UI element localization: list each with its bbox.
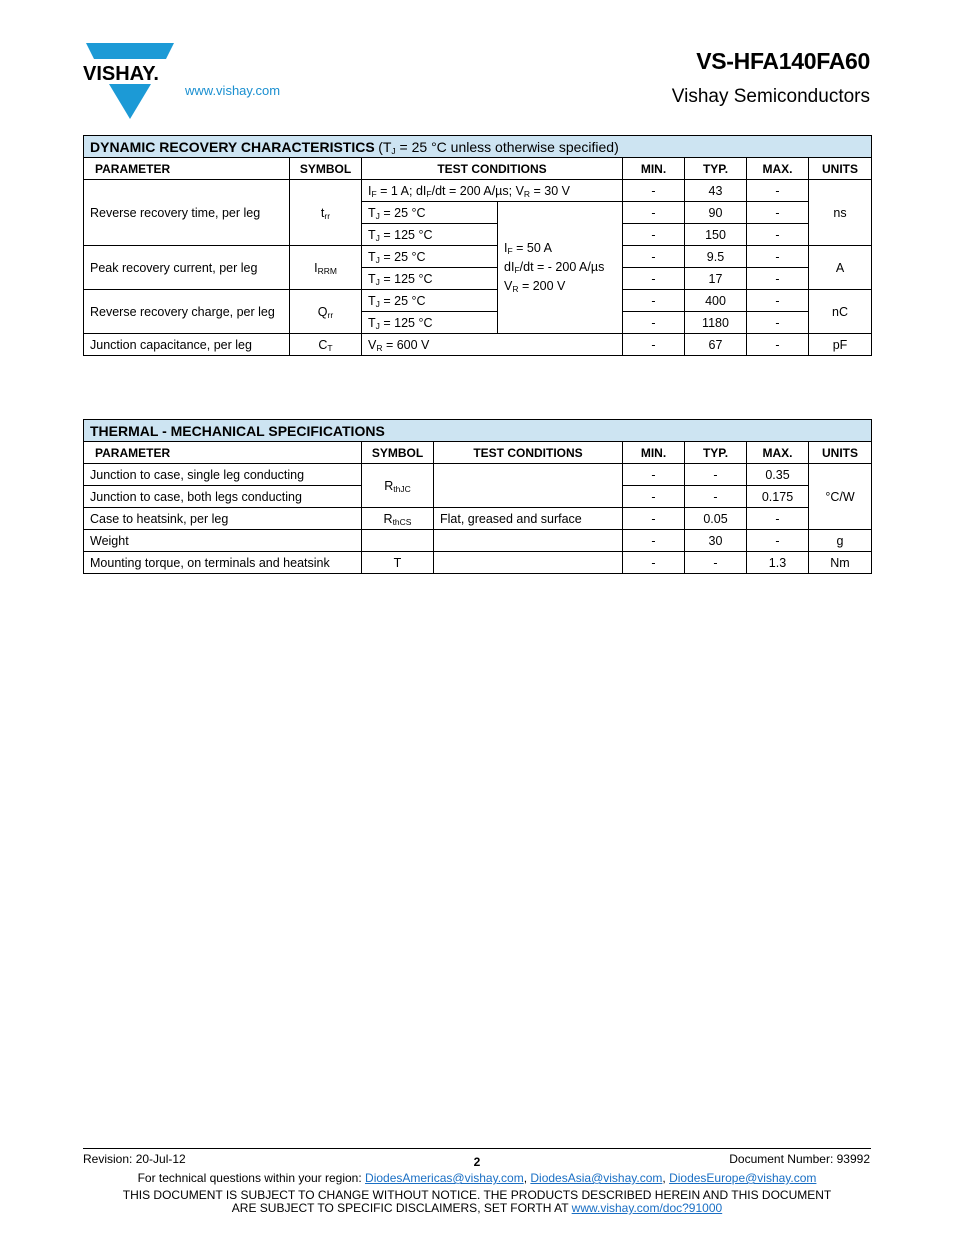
cond-tj: $T_J = 25$ °C (362, 202, 498, 224)
table-title-row (84, 136, 872, 158)
thermal-mechanical-table (83, 419, 872, 574)
revision: Revision: 20-Jul-12 (83, 1152, 186, 1166)
min-value: - (623, 530, 685, 552)
min-value: - (623, 180, 685, 202)
cond-empty (434, 530, 623, 552)
units-qrr: nC (809, 290, 872, 334)
table-row (84, 552, 872, 574)
disclaimer-link[interactable]: www.vishay.com/doc?91000 (571, 1201, 723, 1215)
typ-value: 1180 (685, 312, 747, 334)
cond-tj: $T_J = 25$ °C (362, 290, 498, 312)
symbol-irrm: $I_{RRM}$ (290, 246, 362, 290)
col-header-max: MAX. (747, 442, 809, 464)
table-title-row (84, 420, 872, 442)
part-number: VS-HFA140FA60 (696, 48, 870, 74)
col-header-units: UNITS (809, 442, 872, 464)
table-row (84, 530, 872, 552)
max-value: - (747, 334, 809, 356)
units-trr: ns (809, 180, 872, 246)
col-header-symbol: SYMBOL (290, 158, 362, 180)
param-rthcs: Case to heatsink, per leg (84, 508, 362, 530)
min-value: - (623, 508, 685, 530)
table-row (84, 334, 872, 356)
col-header-typ: TYP. (685, 442, 747, 464)
col-header-symbol: SYMBOL (362, 442, 434, 464)
symbol-torque: T (362, 552, 434, 574)
min-value: - (623, 268, 685, 290)
contact-line: For technical questions within your region: DiodesAmericas@vishay.com, DiodesAsia@vishay.com, DiodesEurope@vishay.com (137, 1171, 817, 1185)
footer-divider (83, 1148, 871, 1149)
document-number: Document Number: 93992 (729, 1152, 870, 1166)
min-value: - (623, 334, 685, 356)
email-europe-link[interactable]: DiodesEurope@vishay.com (669, 1171, 817, 1185)
typ-value: 43 (685, 180, 747, 202)
col-header-min: MIN. (623, 158, 685, 180)
max-value: - (747, 180, 809, 202)
table-title-condition: ($T_J = 25$ °C unless otherwise specified) (378, 138, 619, 156)
min-value: - (623, 246, 685, 268)
typ-value: 17 (685, 268, 747, 290)
max-value: - (747, 312, 809, 334)
cond-tj: $T_J = 125$ °C (362, 312, 498, 334)
min-value: - (623, 224, 685, 246)
cond-rthcs: Flat, greased and surface (434, 508, 623, 530)
vishay-logo (83, 43, 175, 119)
email-americas-link[interactable]: DiodesAmericas@vishay.com (365, 1171, 524, 1185)
cond-trr-if1a: $I_F = 1$ A; $dI_F/dt = 200$ A/µs; $V_R = 30$ V (362, 180, 623, 202)
cond-tj: $T_J = 125$ °C (362, 268, 498, 290)
website-link[interactable]: www.vishay.com (185, 83, 281, 98)
max-value: 1.3 (747, 552, 809, 574)
units-torque: Nm (809, 552, 872, 574)
symbol-ct: $C_T$ (290, 334, 362, 356)
shared-test-conditions: $I_F = 50$ A $dI_F/dt$ = - 200 A/µs $V_R = 200$ V (498, 202, 623, 334)
param-irrm: Peak recovery current, per leg (84, 246, 290, 290)
param-ct: Junction capacitance, per leg (84, 334, 290, 356)
dynamic-recovery-table (83, 135, 872, 356)
table-row (84, 290, 872, 312)
max-value: - (747, 530, 809, 552)
header-row (84, 158, 872, 180)
param-torque: Mounting torque, on terminals and heatsink (84, 552, 362, 574)
param-trr: Reverse recovery time, per leg (84, 180, 290, 246)
typ-value: 0.05 (685, 508, 747, 530)
param-rthjc-both: Junction to case, both legs conducting (84, 486, 362, 508)
header-row (84, 442, 872, 464)
company-name: Vishay Semiconductors (671, 86, 870, 107)
typ-value: 9.5 (685, 246, 747, 268)
max-value: 0.175 (747, 486, 809, 508)
max-value: - (747, 268, 809, 290)
typ-value: - (685, 486, 747, 508)
min-value: - (623, 486, 685, 508)
symbol-qrr: $Q_{rr}$ (290, 290, 362, 334)
min-value: - (623, 464, 685, 486)
max-value: 0.35 (747, 464, 809, 486)
min-value: - (623, 202, 685, 224)
col-header-parameter: PARAMETER (84, 158, 290, 180)
cond-tj: $T_J = 25$ °C (362, 246, 498, 268)
email-asia-link[interactable]: DiodesAsia@vishay.com (530, 1171, 663, 1185)
typ-value: - (685, 552, 747, 574)
typ-value: 400 (685, 290, 747, 312)
table-title: THERMAL - MECHANICAL SPECIFICATIONS (90, 422, 385, 439)
col-header-parameter: PARAMETER (84, 442, 362, 464)
col-header-test-conditions: TEST CONDITIONS (434, 442, 623, 464)
max-value: - (747, 202, 809, 224)
param-qrr: Reverse recovery charge, per leg (84, 290, 290, 334)
symbol-trr: $t_{rr}$ (290, 180, 362, 246)
svg-text:VISHAY.: VISHAY. (83, 63, 159, 85)
param-rthjc-single: Junction to case, single leg conducting (84, 464, 362, 486)
units-ct: pF (809, 334, 872, 356)
page-number: 2 (473, 1155, 481, 1169)
typ-value: 30 (685, 530, 747, 552)
units-rth: °C/W (809, 464, 872, 530)
max-value: - (747, 246, 809, 268)
table-row (84, 464, 872, 486)
col-header-max: MAX. (747, 158, 809, 180)
col-header-test-conditions: TEST CONDITIONS (362, 158, 623, 180)
units-irrm: A (809, 246, 872, 290)
cond-empty (434, 552, 623, 574)
typ-value: 67 (685, 334, 747, 356)
col-header-units: UNITS (809, 158, 872, 180)
table-row (84, 246, 872, 268)
cond-tj: $T_J = 125$ °C (362, 224, 498, 246)
symbol-rthjc: $R_{thJC}$ (362, 464, 434, 508)
symbol-empty (362, 530, 434, 552)
col-header-min: MIN. (623, 442, 685, 464)
col-header-typ: TYP. (685, 158, 747, 180)
typ-value: 90 (685, 202, 747, 224)
max-value: - (747, 224, 809, 246)
typ-value: - (685, 464, 747, 486)
typ-value: 150 (685, 224, 747, 246)
table-row (84, 180, 872, 202)
table-title: DYNAMIC RECOVERY CHARACTERISTICS (90, 138, 375, 155)
min-value: - (623, 312, 685, 334)
min-value: - (623, 552, 685, 574)
max-value: - (747, 290, 809, 312)
symbol-rthcs: $R_{thCS}$ (362, 508, 434, 530)
min-value: - (623, 290, 685, 312)
table-row (84, 508, 872, 530)
cond-vr: $V_R = 600$ V (362, 334, 623, 356)
cond-empty (434, 464, 623, 508)
param-weight: Weight (84, 530, 362, 552)
disclaimer: THIS DOCUMENT IS SUBJECT TO CHANGE WITHOUT NOTICE. THE PRODUCTS DESCRIBED HEREIN AND THIS DOCUMENT ARE SUBJECT TO SPECIFIC DISCLAIMERS, SET FORTH AT www.vishay.com/doc?91000 (122, 1188, 832, 1215)
units-weight: g (809, 530, 872, 552)
max-value: - (747, 508, 809, 530)
